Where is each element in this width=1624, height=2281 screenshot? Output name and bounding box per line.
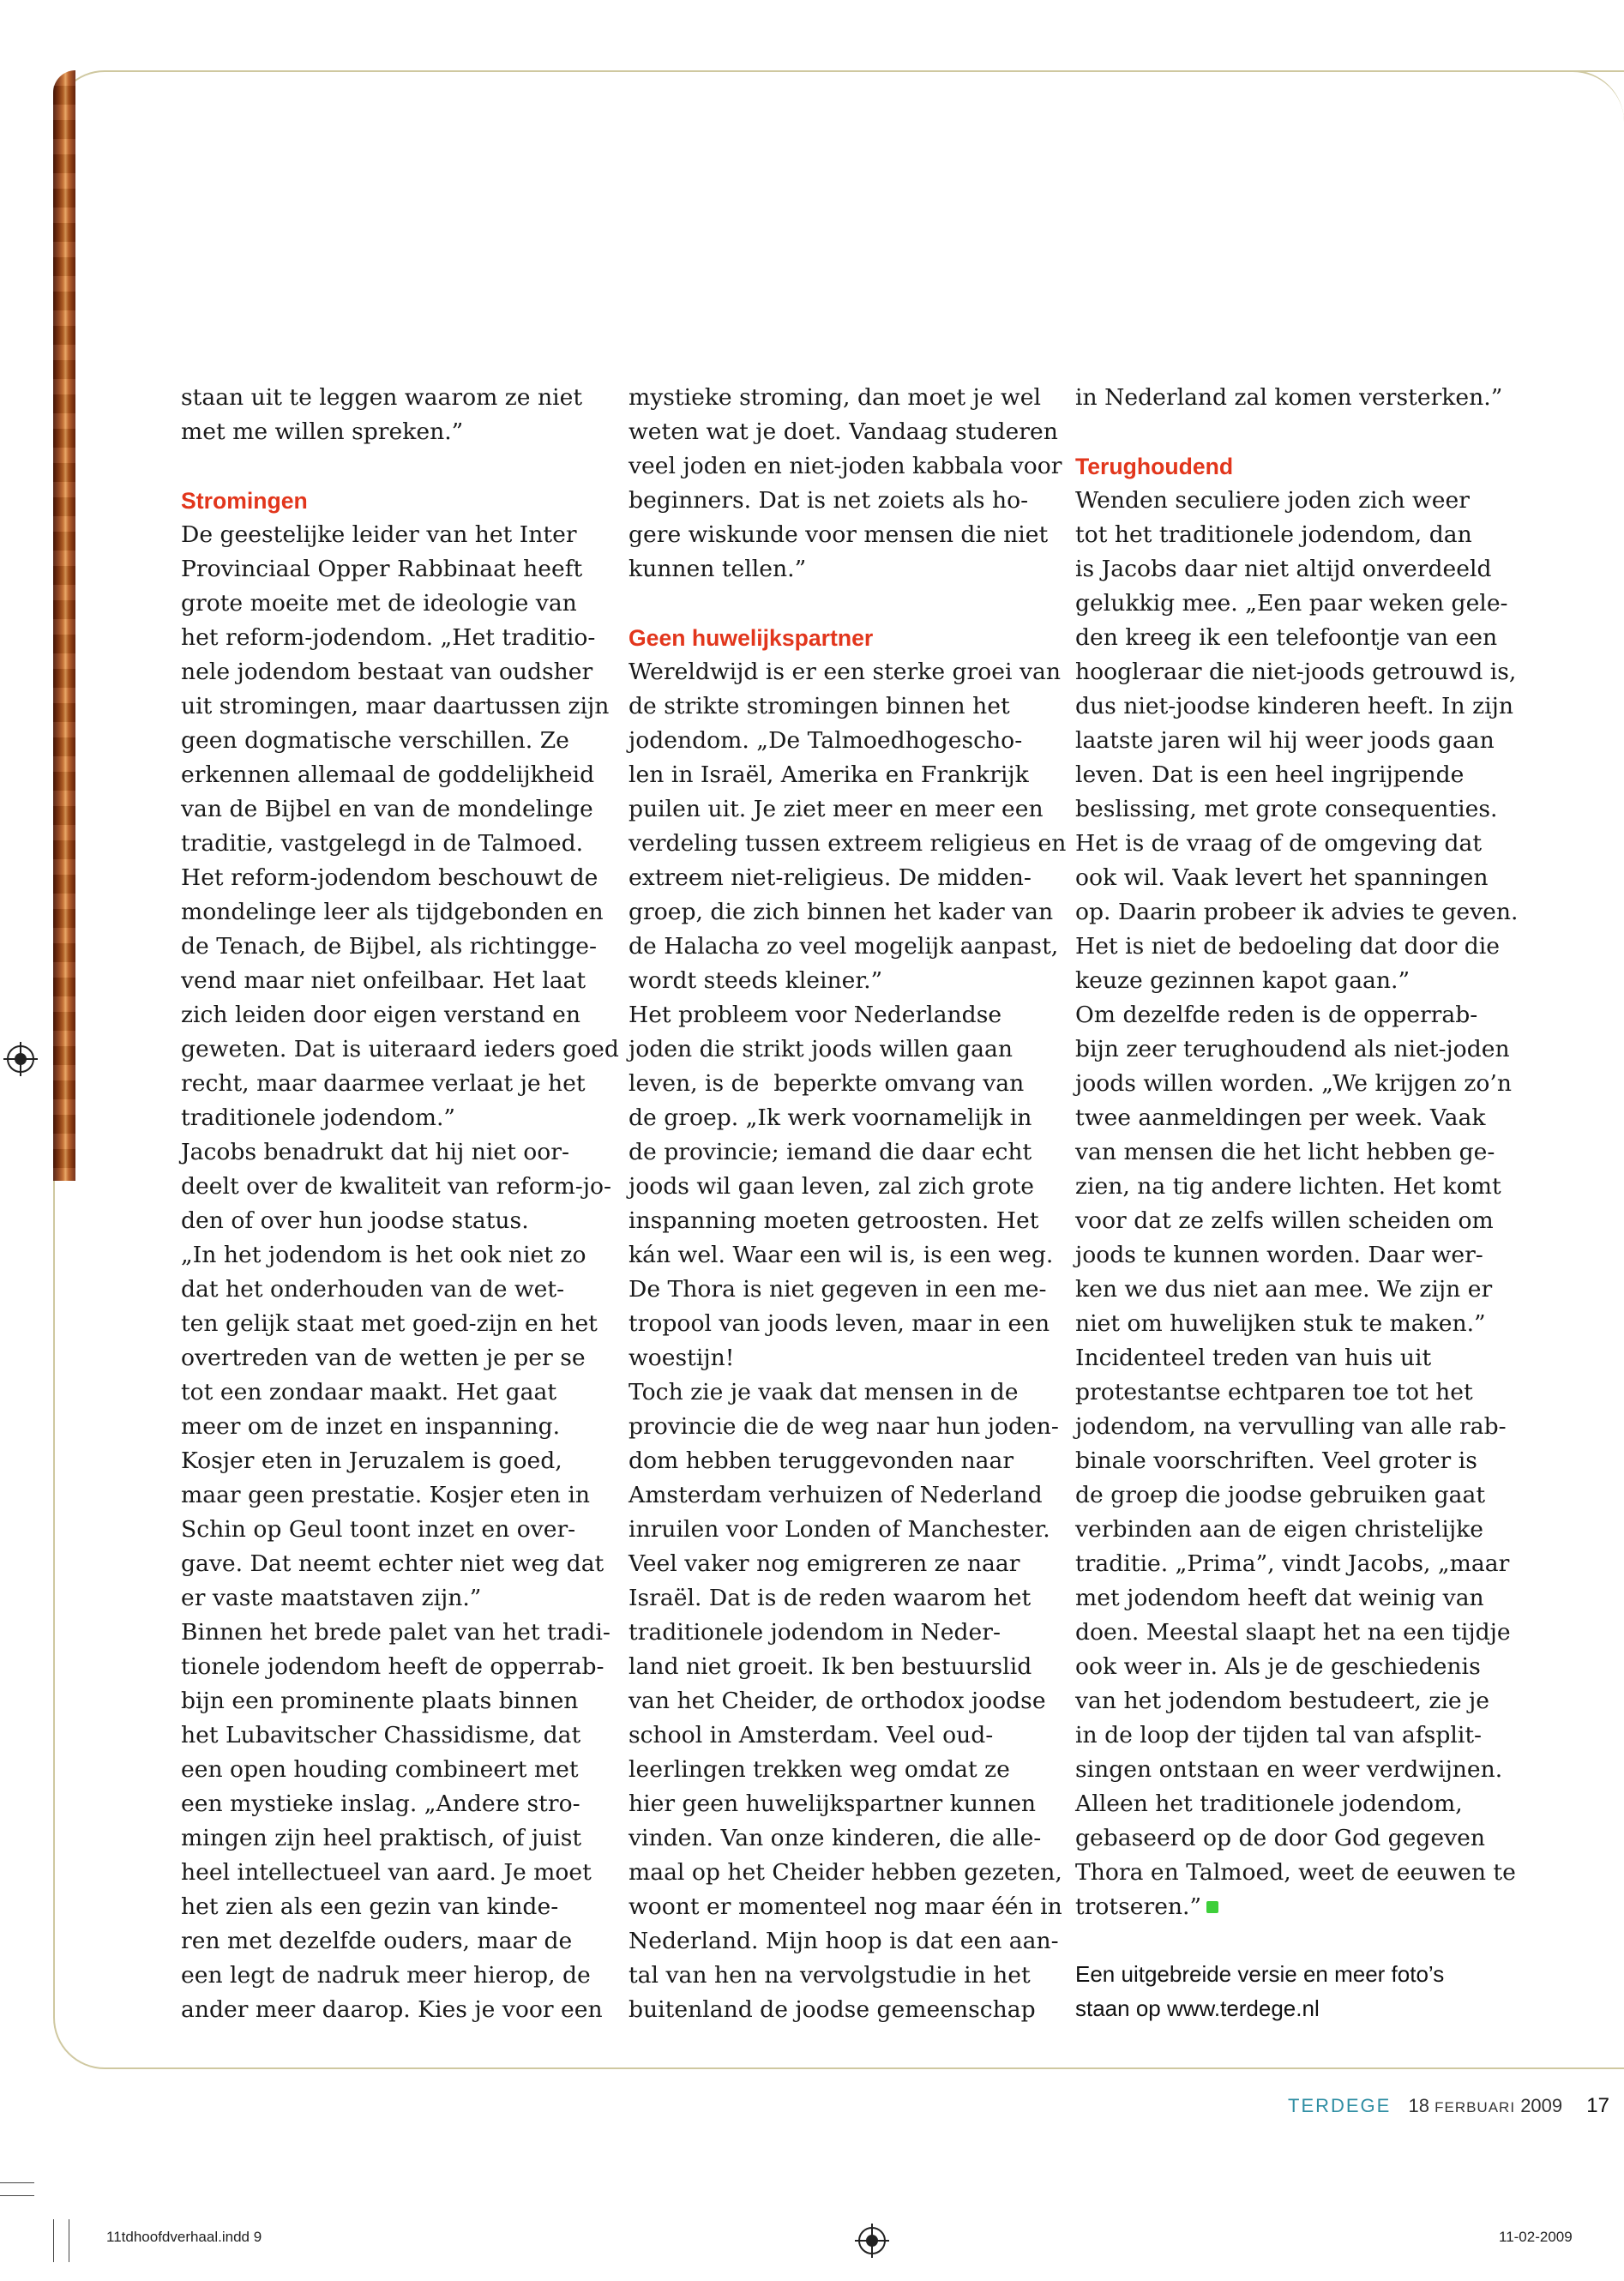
crop-mark (0, 2182, 34, 2183)
text-line: Om dezelfde reden is de opperrab- (1075, 1002, 1478, 1028)
text-line: Wenden seculiere joden zich weer (1075, 487, 1470, 514)
text-line: Jacobs benadrukt dat hij niet oor- (181, 1139, 569, 1165)
text-line: er vaste maatstaven zijn.” (181, 1585, 482, 1611)
text-line: singen ontstaan en weer verdwijnen. (1075, 1756, 1503, 1783)
text-line: vend maar niet onfeilbaar. Het laat (181, 967, 586, 994)
text-line: traditie. „Prima”, vindt Jacobs, „maar (1075, 1550, 1510, 1577)
text-line: een mystieke inslag. „Andere stro- (181, 1790, 580, 1817)
text-line: leven, is de beperkte omvang van (629, 1070, 1025, 1097)
paragraph-gap (629, 587, 1057, 621)
text-line: Incidenteel treden van huis uit (1075, 1345, 1432, 1371)
text-line: ten gelijk staat met goed-zijn en het (181, 1310, 598, 1337)
text-line: mystieke stroming, dan moet je wel (629, 384, 1041, 411)
text-line: een legt de nadruk meer hierop, de (181, 1962, 591, 1989)
magazine-footer (1288, 2094, 1609, 2125)
text-line: het reform-jodendom. „Het traditio- (181, 624, 596, 651)
text-line: woont er momenteel nog maar één in (629, 1893, 1062, 1920)
text-line: beginners. Dat is net zoiets als ho- (629, 487, 1029, 514)
text-line: twee aanmeldingen per week. Vaak (1075, 1104, 1486, 1131)
print-slug-date: 11-02-2009 (1499, 2229, 1573, 2245)
text-line: in Nederland zal komen versterken.” (1075, 384, 1503, 411)
text-line: zien, na tig andere lichten. Het komt (1075, 1173, 1501, 1200)
slug-page: 9 (253, 2229, 262, 2245)
slug-filename: 11tdhoofdverhaal.indd (106, 2229, 250, 2245)
text-line: Veel vaker nog emigreren ze naar (629, 1550, 1020, 1577)
text-line: ken we dus niet aan mee. We zijn er (1075, 1276, 1493, 1303)
text-line: doen. Meestal slaapt het na een tijdje (1075, 1619, 1511, 1646)
text-line: van de Bijbel en van de mondelinge (181, 796, 593, 822)
text-line: met jodendom heeft dat weinig van (1075, 1585, 1484, 1611)
text-line: is Jacobs daar niet altijd onverdeeld (1075, 556, 1492, 582)
text-line: hoogleraar die niet-joods getrouwd is, (1075, 659, 1517, 685)
text-line: Israël. Dat is de reden waarom het (629, 1585, 1032, 1611)
text-line: kán wel. Waar een wil is, is een weg. (629, 1242, 1054, 1268)
text-line: ander meer daarop. Kies je voor een (181, 1996, 603, 2023)
text-line: niet om huwelijken stuk te maken.” (1075, 1310, 1486, 1337)
text-line: Nederland. Mijn hoop is dat een aan- (629, 1928, 1059, 1954)
issue-year: 2009 (1520, 2095, 1563, 2116)
text-line: geweten. Dat is uiteraard ieders goed (181, 1036, 619, 1062)
text-line: heel intellectueel van aard. Je moet (181, 1859, 592, 1886)
text-line: traditie, vastgelegd in de Talmoed. (181, 830, 584, 857)
text-line: puilen uit. Je ziet meer en meer een (629, 796, 1044, 822)
text-line: Provinciaal Opper Rabbinaat heeft (181, 556, 583, 582)
text-line: Het is de vraag of de omgeving dat (1075, 830, 1483, 857)
text-line: inruilen voor Londen of Manchester. (629, 1516, 1050, 1543)
section-heading: Terughoudend (1075, 454, 1234, 479)
text-line: Thora en Talmoed, weet de eeuwen te (1075, 1859, 1516, 1886)
text-line: binale voorschriften. Veel groter is (1075, 1447, 1477, 1474)
text-line: staan uit te leggen waarom ze niet (181, 384, 583, 411)
article-column-1 (181, 381, 619, 2027)
text-line: protestantse echtparen toe tot het (1075, 1379, 1473, 1405)
text-line: dom hebben teruggevonden naar (629, 1447, 1014, 1474)
text-line: op. Daarin probeer ik advies te geven. (1075, 899, 1519, 925)
text-line: woestijn! (629, 1345, 735, 1371)
text-line: tropool van joods leven, maar in een (629, 1310, 1050, 1337)
text-line: De Thora is niet gegeven in een me- (629, 1276, 1047, 1303)
text-line: mondelinge leer als tijdgebonden en (181, 899, 604, 925)
text-line: een open houding combineert met (181, 1756, 579, 1783)
text-line: met me willen spreken.” (181, 418, 464, 445)
text-line: Kosjer eten in Jeruzalem is goed, (181, 1447, 562, 1474)
text-line: De geestelijke leider van het Inter (181, 521, 577, 548)
article-column-3 (1075, 381, 1519, 1924)
registration-mark-icon (858, 2227, 886, 2254)
text-line: verdeling tussen extreem religieus en (629, 830, 1067, 857)
crop-mark (0, 2195, 34, 2196)
text-line: Binnen het brede palet van het tradi- (181, 1619, 611, 1646)
page-number: 17 (1586, 2094, 1609, 2117)
text-line: wordt steeds kleiner.” (629, 967, 883, 994)
text-line: traditionele jodendom.” (181, 1104, 455, 1131)
crop-mark (53, 2219, 54, 2262)
text-line: beslissing, met grote consequenties. (1075, 796, 1498, 822)
text-line: weten wat je doet. Vandaag studeren (629, 418, 1058, 445)
text-line: gebaseerd op de door God gegeven (1075, 1825, 1486, 1851)
text-line: land niet groeit. Ik ben bestuurslid (629, 1653, 1032, 1680)
text-line: kunnen tellen.” (629, 556, 807, 582)
text-line: veel joden en niet-joden kabbala voor (629, 453, 1062, 479)
text-line: maar geen prestatie. Kosjer eten in (181, 1482, 591, 1508)
text-line: recht, maar daarmee verlaat je het (181, 1070, 586, 1097)
issue-day: 18 (1408, 2095, 1429, 2116)
text-line: tionele jodendom heeft de opperrab- (181, 1653, 604, 1680)
text-line: gave. Dat neemt echter niet weg dat (181, 1550, 604, 1577)
text-line: Amsterdam verhuizen of Nederland (629, 1482, 1043, 1508)
text-line: bijn een prominente plaats binnen (181, 1688, 579, 1714)
text-line: meer om de inzet en inspanning. (181, 1413, 561, 1440)
photo-edge-strip (53, 70, 75, 1181)
text-line: Het is niet de bedoeling dat door die (1075, 933, 1501, 960)
text-line: dat het onderhouden van de wet- (181, 1276, 565, 1303)
text-line: tal van hen na vervolgstudie in het (629, 1962, 1031, 1989)
text-line: Wereldwijd is er een sterke groei van (629, 659, 1061, 685)
text-line: geen dogmatische verschillen. Ze (181, 727, 569, 754)
note-line-2: staan op www.terdege.nl (1075, 1995, 1320, 2021)
section-heading: Stromingen (181, 488, 308, 514)
text-line: gere wiskunde voor mensen die niet (629, 521, 1049, 548)
text-line: „In het jodendom is het ook niet zo (181, 1242, 586, 1268)
text-line: overtreden van de wetten je per se (181, 1345, 586, 1371)
text-line: het Lubavitscher Chassidisme, dat (181, 1722, 581, 1748)
text-line: len in Israël, Amerika en Frankrijk (629, 761, 1029, 788)
text-line: vinden. Van onze kinderen, die alle- (629, 1825, 1042, 1851)
text-line: mingen zijn heel praktisch, of juist (181, 1825, 582, 1851)
paragraph-gap (181, 449, 610, 484)
text-line: den of over hun joodse status. (181, 1207, 529, 1234)
text-line: provincie die de weg naar hun joden- (629, 1413, 1059, 1440)
text-line: hier geen huwelijkspartner kunnen (629, 1790, 1037, 1817)
text-line: den kreeg ik een telefoontje van een (1075, 624, 1498, 651)
text-line: school in Amsterdam. Veel oud- (629, 1722, 994, 1748)
text-line: Toch zie je vaak dat mensen in de (629, 1379, 1019, 1405)
registration-mark-icon (7, 1045, 34, 1073)
issue-month: FERBUARI (1435, 2099, 1516, 2115)
magazine-brand: TERDEGE (1288, 2095, 1392, 2116)
text-line: deelt over de kwaliteit van reform-jo- (181, 1173, 612, 1200)
text-line: de strikte stromingen binnen het (629, 693, 1010, 719)
text-line: leven. Dat is een heel ingrijpende (1075, 761, 1465, 788)
text-line: Het probleem voor Nederlandse (629, 1002, 1002, 1028)
text-line: Het reform-jodendom beschouwt de (181, 864, 598, 891)
text-line: van mensen die het licht hebben ge- (1075, 1139, 1495, 1165)
text-line: Alleen het traditionele jodendom, (1075, 1790, 1463, 1817)
section-heading: Geen huwelijkspartner (629, 625, 874, 651)
text-line: erkennen allemaal de goddelijkheid (181, 761, 595, 788)
text-line: tot het traditionele jodendom, dan (1075, 521, 1472, 548)
text-line: verbinden aan de eigen christelijke (1075, 1516, 1483, 1543)
text-line: ook weer in. Als je de geschiedenis (1075, 1653, 1481, 1680)
note-line-1: Een uitgebreide versie en meer foto’s (1075, 1961, 1445, 1987)
text-line: laatste jaren wil hij weer joods gaan (1075, 727, 1495, 754)
text-line: de Halacha zo veel mogelijk aanpast, (629, 933, 1059, 960)
text-line: joods wil gaan leven, zal zich grote (629, 1173, 1034, 1200)
text-line: buitenland de joodse gemeenschap (629, 1996, 1036, 2023)
text-line: inspanning moeten getroosten. Het (629, 1207, 1039, 1234)
text-line: in de loop der tijden tal van afsplit- (1075, 1722, 1483, 1748)
text-line: leerlingen trekken weg omdat ze (629, 1756, 1010, 1783)
text-line: jodendom. „De Talmoedhogescho- (629, 727, 1023, 754)
text-line: keuze gezinnen kapot gaan.” (1075, 967, 1410, 994)
text-line: joods willen worden. „We krijgen zo’n (1075, 1070, 1512, 1097)
text-line: grote moeite met de ideologie van (181, 590, 577, 617)
text-line: het zien als een gezin van kinde- (181, 1893, 559, 1920)
text-line: de groep. „Ik werk voornamelijk in (629, 1104, 1032, 1131)
text-line: jodendom, na vervulling van alle rab- (1075, 1413, 1507, 1440)
end-mark-icon (1206, 1901, 1218, 1913)
print-slug (106, 2229, 262, 2246)
text-line: groep, die zich binnen het kader van (629, 899, 1054, 925)
text-line: tot een zondaar maakt. Het gaat (181, 1379, 557, 1405)
text-line: voor dat ze zelfs willen scheiden om (1075, 1207, 1494, 1234)
text-line: van het Cheider, de orthodox joodse (629, 1688, 1046, 1714)
closing-text: trotseren.” (1075, 1893, 1202, 1920)
text-line: joods te kunnen worden. Daar wer- (1075, 1242, 1483, 1268)
text-line: uit stromingen, maar daartussen zijn (181, 693, 610, 719)
text-line: traditionele jodendom in Neder- (629, 1619, 1001, 1646)
text-line: nele jodendom bestaat van oudsher (181, 659, 593, 685)
text-line: Schin op Geul toont inzet en over- (181, 1516, 576, 1543)
text-line: de provincie; iemand die daar echt (629, 1139, 1032, 1165)
text-line: de groep die joodse gebruiken gaat (1075, 1482, 1486, 1508)
text-line: de Tenach, de Bijbel, als richtingge- (181, 933, 598, 960)
text-line: dus niet-joodse kinderen heeft. In zijn (1075, 693, 1513, 719)
issue-date (1408, 2095, 1562, 2116)
text-line: gelukkig mee. „Een paar weken gele- (1075, 590, 1508, 617)
text-line: ook wil. Vaak levert het spanningen (1075, 864, 1489, 891)
article-column-2 (629, 381, 1067, 2027)
text-line (1075, 1890, 1504, 1924)
text-line: ren met dezelfde ouders, maar de (181, 1928, 573, 1954)
web-reference-note (1075, 1957, 1504, 2025)
paragraph-gap (1075, 415, 1504, 449)
text-line: zich leiden door eigen verstand en (181, 1002, 581, 1028)
text-line: maal op het Cheider hebben gezeten, (629, 1859, 1062, 1886)
text-line: extreem niet-religieus. De midden- (629, 864, 1032, 891)
text-line: joden die strikt joods willen gaan (629, 1036, 1013, 1062)
text-line: van het jodendom bestudeert, zie je (1075, 1688, 1490, 1714)
text-line: bijn zeer terughoudend als niet-joden (1075, 1036, 1510, 1062)
